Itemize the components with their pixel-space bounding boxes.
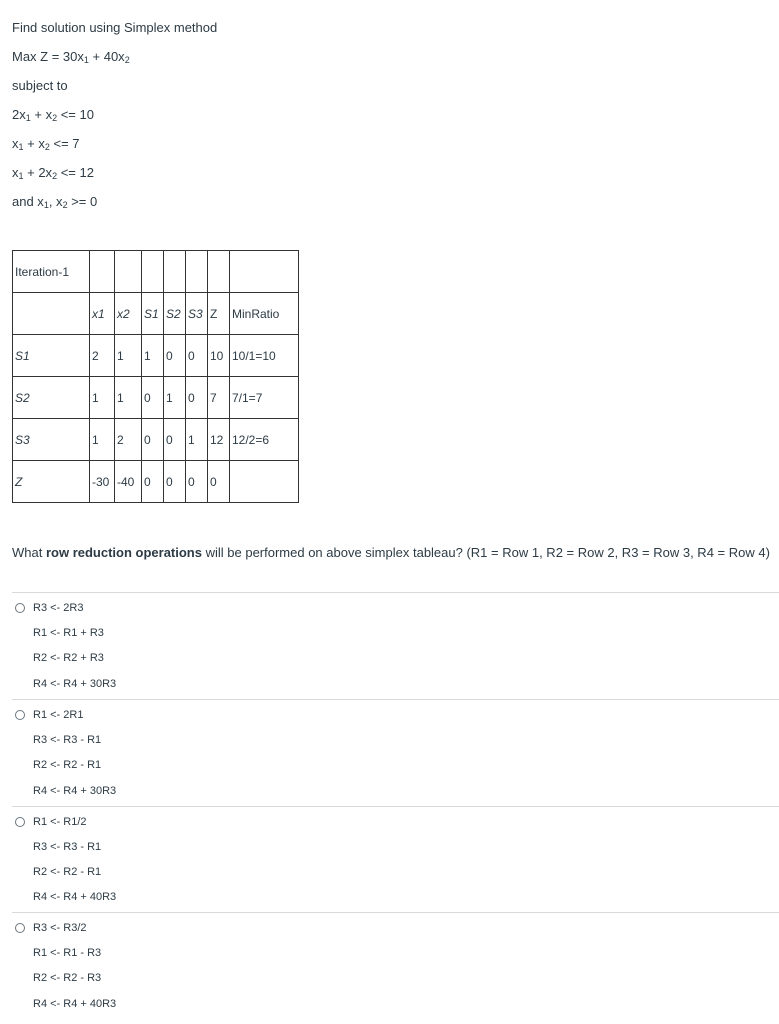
table-cell: 1 xyxy=(142,335,164,377)
option-line: R2 <- R2 + R3 xyxy=(33,652,104,664)
answer-option-4[interactable] xyxy=(12,913,772,1018)
row-label: S2 xyxy=(13,377,90,419)
table-cell: 0 xyxy=(164,335,186,377)
question-text: What row reduction operations will be performed on above simplex tableau? (R1 = Row 1, R2 = Row 2, R3 = Row 3, R4 = Row 4) xyxy=(12,545,770,560)
table-cell: 0 xyxy=(164,419,186,461)
answer-option-3[interactable] xyxy=(12,807,772,912)
table-cell: 10/1=10 xyxy=(230,335,299,377)
radio-button[interactable] xyxy=(15,603,25,613)
table-cell: 1 xyxy=(90,419,115,461)
option-line: R4 <- R4 + 30R3 xyxy=(33,785,117,797)
option-line: R1 <- R1 + R3 xyxy=(33,627,104,639)
option-line: R4 <- R4 + 40R3 xyxy=(33,891,117,903)
table-cell: 1 xyxy=(90,377,115,419)
problem-title: Find solution using Simplex method xyxy=(12,20,218,35)
table-cell: 7 xyxy=(208,377,230,419)
table-cell: 0 xyxy=(186,461,208,503)
tableau-title: Iteration-1 xyxy=(13,251,90,293)
column-header: Z xyxy=(208,293,230,335)
table-cell: 0 xyxy=(208,461,230,503)
option-line: R1 <- R1/2 xyxy=(33,816,87,828)
subject-to-label: subject to xyxy=(12,78,68,93)
row-label: S1 xyxy=(13,335,90,377)
table-cell: -40 xyxy=(115,461,142,503)
nonnegativity-constraint: and $x_1$, $x_2 >= 0$ xyxy=(12,194,98,210)
option-line: R4 <- R4 + 30R3 xyxy=(33,678,117,690)
table-cell: 0 xyxy=(142,377,164,419)
tableau-header-row xyxy=(13,293,299,335)
table-cell: 0 xyxy=(186,377,208,419)
radio-button[interactable] xyxy=(15,923,25,933)
option-line: R2 <- R2 - R1 xyxy=(33,866,102,878)
option-line: R2 <- R2 - R1 xyxy=(33,759,102,771)
simplex-tableau xyxy=(12,250,299,503)
table-cell: 7/1=7 xyxy=(230,377,299,419)
option-line: R1 <- 2R1 xyxy=(33,709,84,721)
tableau-row xyxy=(13,335,299,377)
table-cell: -30 xyxy=(90,461,115,503)
column-header: x1 xyxy=(90,293,115,335)
row-label: Z xyxy=(13,461,90,503)
table-cell: 10 xyxy=(208,335,230,377)
column-header: S1 xyxy=(142,293,164,335)
constraint-2: $x_1 + x_2 <= 7$ xyxy=(12,136,80,152)
radio-button[interactable] xyxy=(15,710,25,720)
option-line: R3 <- R3 - R1 xyxy=(33,734,102,746)
table-cell: 12 xyxy=(208,419,230,461)
table-cell: 2 xyxy=(115,419,142,461)
table-cell: 1 xyxy=(164,377,186,419)
table-cell: 0 xyxy=(186,335,208,377)
table-cell: 12/2=6 xyxy=(230,419,299,461)
option-line: R3 <- R3/2 xyxy=(33,922,87,934)
table-cell: 0 xyxy=(142,461,164,503)
option-line: R2 <- R2 - R3 xyxy=(33,972,102,984)
objective-function: Max $Z = 30x_1 + 40x_2$ xyxy=(12,49,130,65)
column-header: MinRatio xyxy=(230,293,299,335)
radio-button[interactable] xyxy=(15,817,25,827)
column-header: S3 xyxy=(186,293,208,335)
tableau-row xyxy=(13,419,299,461)
constraint-3: $x_1 + 2x_2 <= 12$ xyxy=(12,165,94,181)
tableau-row xyxy=(13,461,299,503)
tableau-row xyxy=(13,377,299,419)
option-line: R4 <- R4 + 40R3 xyxy=(33,998,117,1010)
option-line: R3 <- 2R3 xyxy=(33,602,84,614)
column-header: S2 xyxy=(164,293,186,335)
option-line: R3 <- R3 - R1 xyxy=(33,841,102,853)
table-cell: 0 xyxy=(142,419,164,461)
constraint-1: $2x_1 + x_2 <= 10$ xyxy=(12,107,94,123)
column-header: x2 xyxy=(115,293,142,335)
option-line: R1 <- R1 - R3 xyxy=(33,947,102,959)
row-label: S3 xyxy=(13,419,90,461)
tableau-title-row xyxy=(13,251,299,293)
table-cell: 2 xyxy=(90,335,115,377)
table-cell: 0 xyxy=(164,461,186,503)
table-cell xyxy=(230,461,299,503)
table-cell: 1 xyxy=(186,419,208,461)
answer-option-1[interactable] xyxy=(12,593,772,698)
table-cell: 1 xyxy=(115,377,142,419)
answer-option-2[interactable] xyxy=(12,700,772,806)
table-cell: 1 xyxy=(115,335,142,377)
